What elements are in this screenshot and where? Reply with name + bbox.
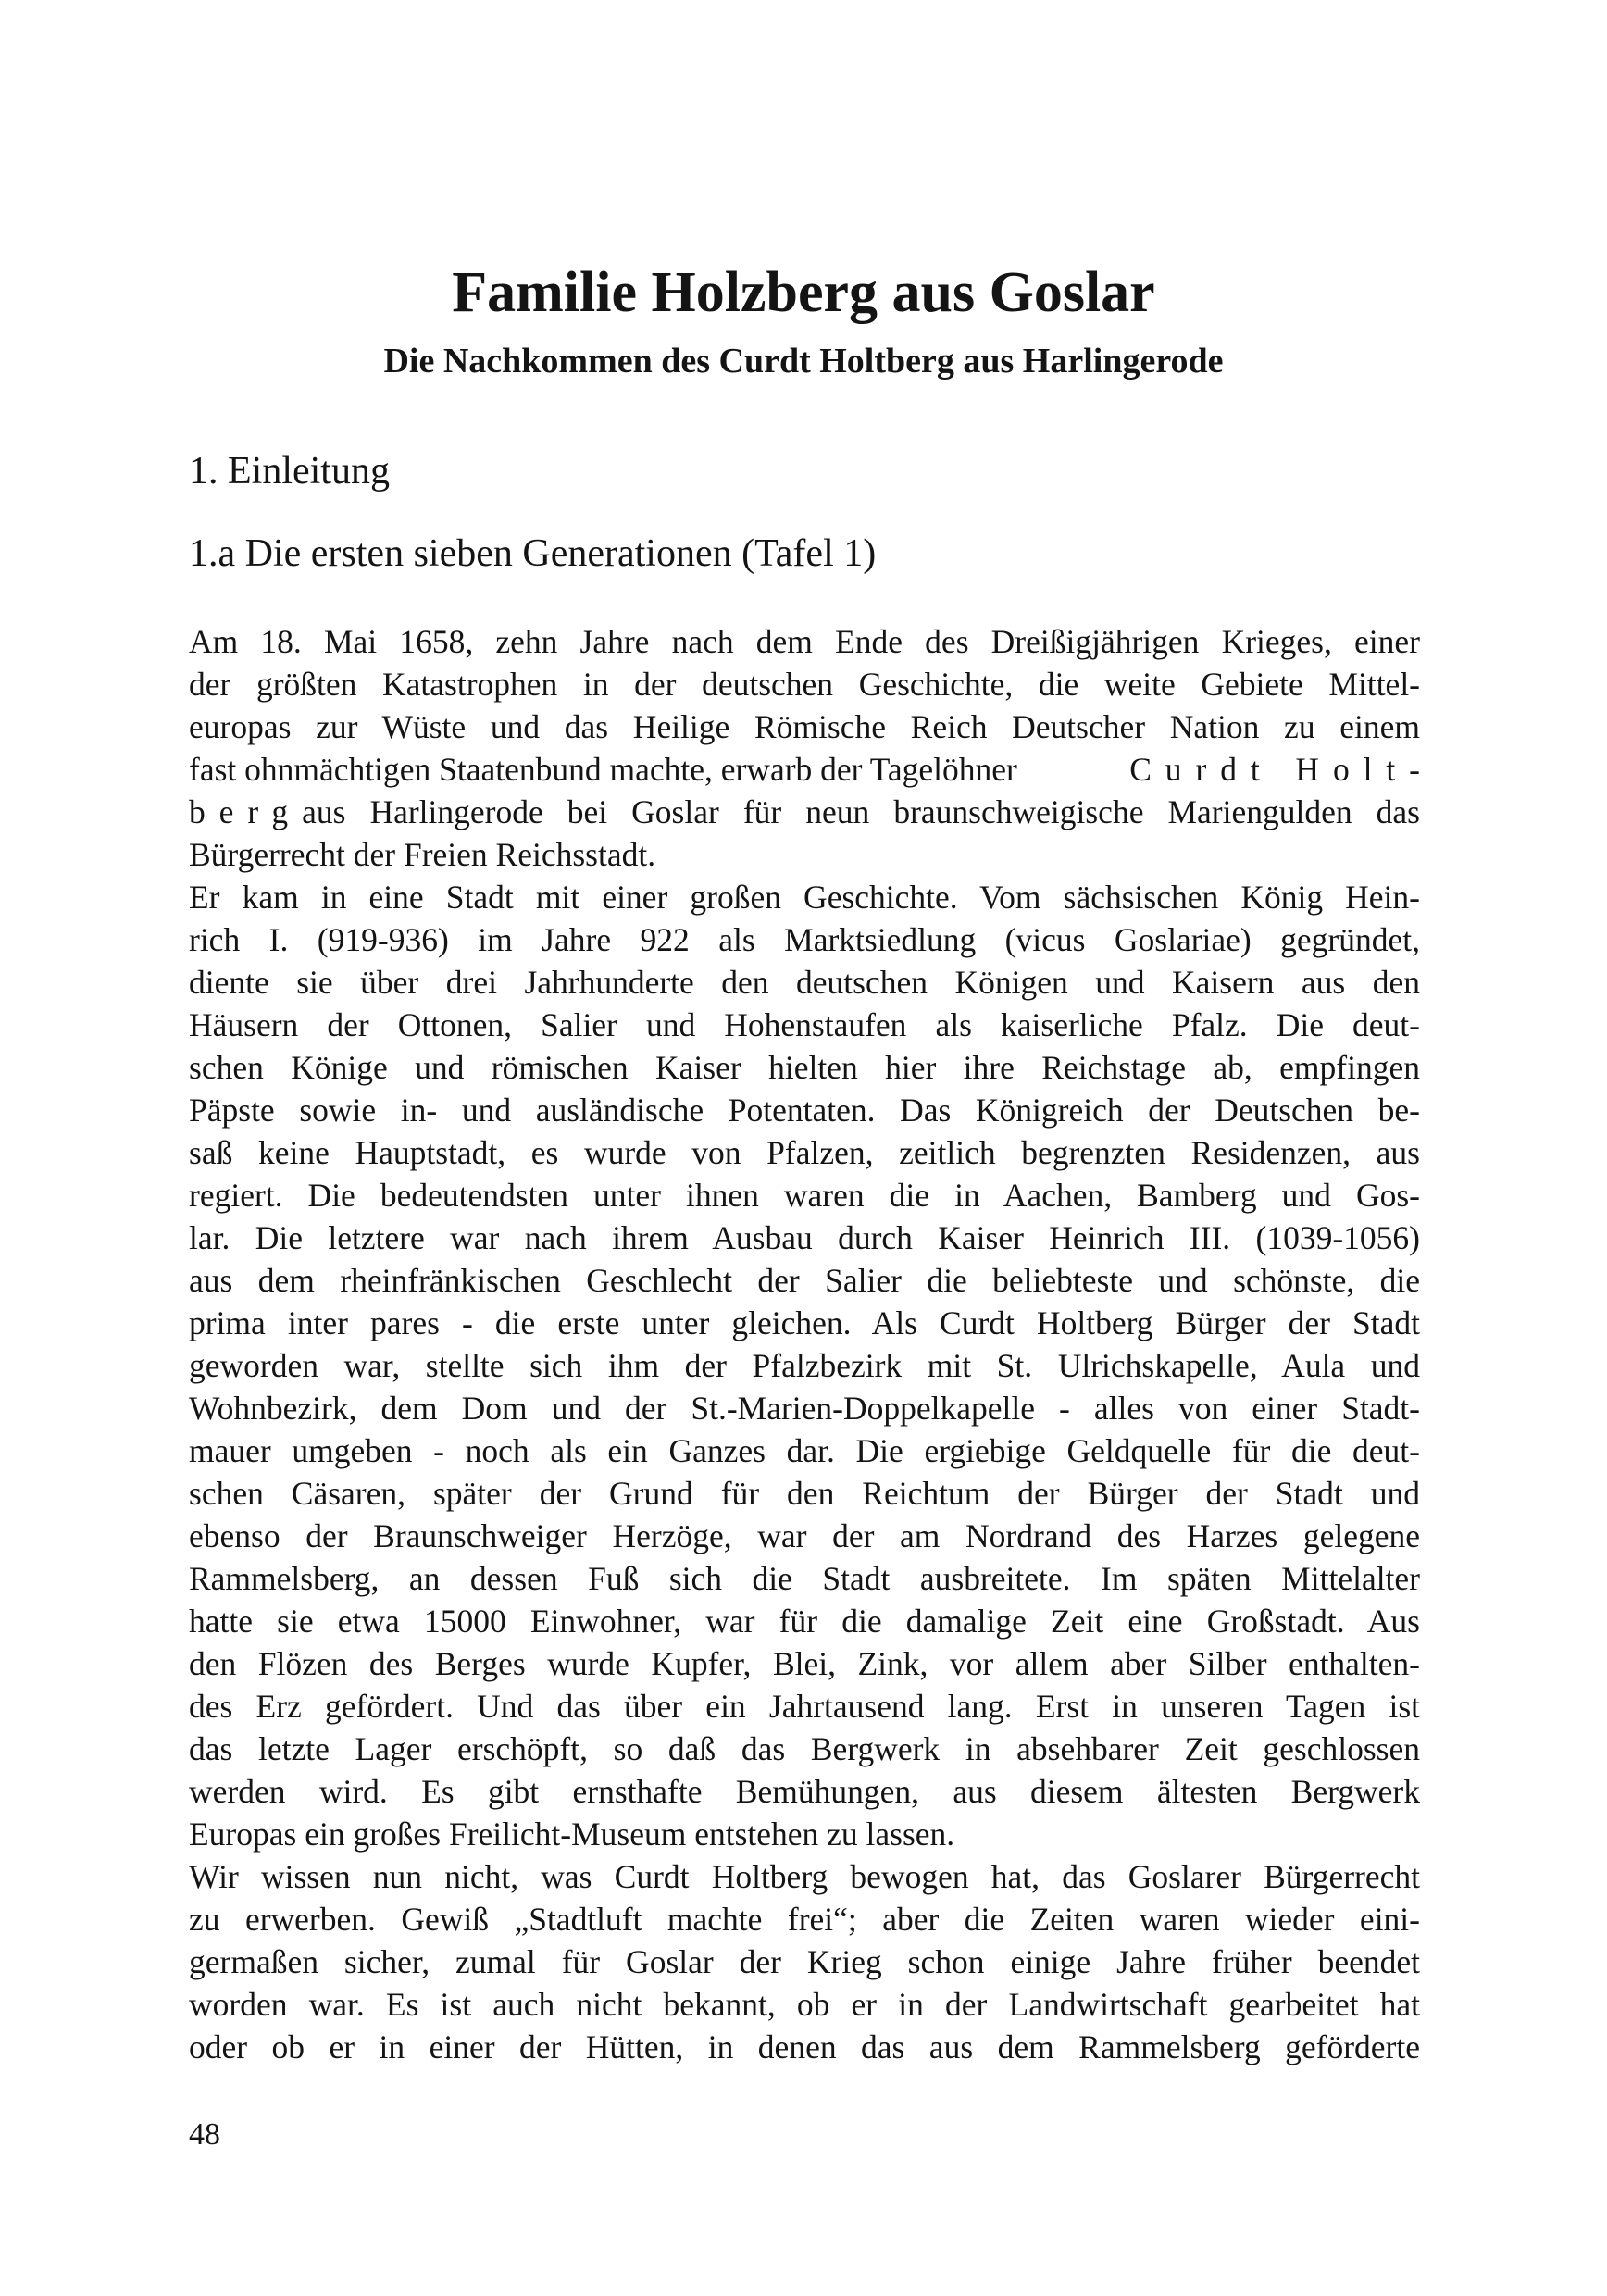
text-fragment: aus Harlingerode bei Goslar für neun braunschweigische Mariengulden das: [302, 793, 1420, 830]
document-subtitle: Die Nachkommen des Curdt Holtberg aus Harlingerode: [383, 342, 1224, 381]
body-text: [189, 620, 1434, 2068]
text-line: Häusern der Ottonen, Salier und Hohenstaufen als kaiserliche Pfalz. Die deut-: [189, 1006, 1420, 1043]
text-line: Er kam in eine Stadt mit einer großen Geschichte. Vom sächsischen König Hein-: [189, 879, 1420, 916]
text-line: das letzte Lager erschöpft, so daß das Bergwerk in absehbarer Zeit geschlossen: [189, 1730, 1420, 1767]
emphasized-name: Curdt Holt-: [1129, 751, 1434, 788]
text-fragment: fast ohnmächtigen Staatenbund machte, erwarb der Tagelöhner: [189, 751, 1017, 788]
emphasized-name: berg: [189, 793, 303, 830]
text-line: ebenso der Braunschweiger Herzöge, war der am Nordrand des Harzes gelegene: [189, 1517, 1420, 1554]
text-line: rich I. (919-936) im Jahre 922 als Marktsiedlung (vicus Goslariae) gegründet,: [189, 921, 1420, 958]
text-line: germaßen sicher, zumal für Goslar der Krieg schon einige Jahre früher beendet: [189, 1943, 1420, 1980]
text-line: des Erz gefördert. Und das über ein Jahrtausend lang. Erst in unseren Tagen ist: [189, 1688, 1420, 1725]
text-line: mauer umgeben - noch als ein Ganzes dar. Die ergiebige Geldquelle für die deut-: [189, 1432, 1420, 1469]
text-line: hatte sie etwa 15000 Einwohner, war für die damalige Zeit eine Großstadt. Aus: [189, 1603, 1420, 1640]
document-title: Familie Holzberg aus Goslar: [452, 261, 1155, 324]
text-line: Am 18. Mai 1658, zehn Jahre nach dem Ende des Dreißigjährigen Krieges, einer: [189, 623, 1420, 660]
text-line: Wohnbezirk, dem Dom und der St.-Marien-Doppelkapelle - alles von einer Stadt-: [189, 1390, 1420, 1427]
text-line: europas zur Wüste und das Heilige Römische Reich Deutscher Nation zu einem: [189, 708, 1420, 745]
text-line: geworden war, stellte sich ihm der Pfalzbezirk mit St. Ulrichskapelle, Aula und: [189, 1347, 1420, 1384]
text-line: werden wird. Es gibt ernsthafte Bemühungen, aus diesem ältesten Bergwerk: [189, 1773, 1420, 1810]
page-number: 48: [189, 2117, 220, 2152]
text-line: prima inter pares - die erste unter gleichen. Als Curdt Holtberg Bürger der Stadt: [189, 1304, 1420, 1341]
text-line: den Flözen des Berges wurde Kupfer, Blei, Zink, vor allem aber Silber enthalten-: [189, 1645, 1420, 1682]
text-line: Päpste sowie in- und ausländische Potentaten. Das Königreich der Deutschen be-: [189, 1092, 1420, 1129]
text-line: diente sie über drei Jahrhunderte den deutschen Königen und Kaisern aus den: [189, 964, 1420, 1001]
text-line: [189, 791, 1420, 833]
text-line: aus dem rheinfränkischen Geschlecht der Salier die beliebteste und schönste, die: [189, 1262, 1420, 1299]
section-heading: 1. Einleitung: [189, 450, 390, 493]
text-line: schen Könige und römischen Kaiser hielten hier ihre Reichstage ab, empfingen: [189, 1049, 1420, 1086]
text-line: worden war. Es ist auch nicht bekannt, ob er in der Landwirtschaft gearbeitet hat: [189, 1986, 1420, 2023]
text-line: Wir wissen nun nicht, was Curdt Holtberg bewogen hat, das Goslarer Bürgerrecht: [189, 1858, 1420, 1895]
text-line: oder ob er in einer der Hütten, in denen das aus dem Rammelsberg geförderte: [189, 2028, 1420, 2065]
text-line: regiert. Die bedeutendsten unter ihnen waren die in Aachen, Bamberg und Gos-: [189, 1177, 1420, 1214]
text-line: Rammelsberg, an dessen Fuß sich die Stadt ausbreitete. Im späten Mittelalter: [189, 1560, 1420, 1597]
text-line: Bürgerrecht der Freien Reichsstadt.: [189, 836, 656, 873]
text-line: der größten Katastrophen in der deutschen Geschichte, die weite Gebiete Mittel-: [189, 666, 1420, 703]
subsection-heading: 1.a Die ersten sieben Generationen (Tafel 1): [189, 532, 877, 575]
text-line: schen Cäsaren, später der Grund für den Reichtum der Bürger der Stadt und: [189, 1475, 1420, 1512]
text-line: [189, 748, 1434, 791]
text-line: lar. Die letztere war nach ihrem Ausbau durch Kaiser Heinrich III. (1039-1056): [189, 1219, 1420, 1256]
text-line: saß keine Hauptstadt, es wurde von Pfalzen, zeitlich begrenzten Residenzen, aus: [189, 1134, 1420, 1171]
text-line: Europas ein großes Freilicht-Museum entstehen zu lassen.: [189, 1816, 955, 1853]
text-line: zu erwerben. Gewiß „Stadtluft machte frei“; aber die Zeiten waren wieder eini-: [189, 1901, 1420, 1938]
